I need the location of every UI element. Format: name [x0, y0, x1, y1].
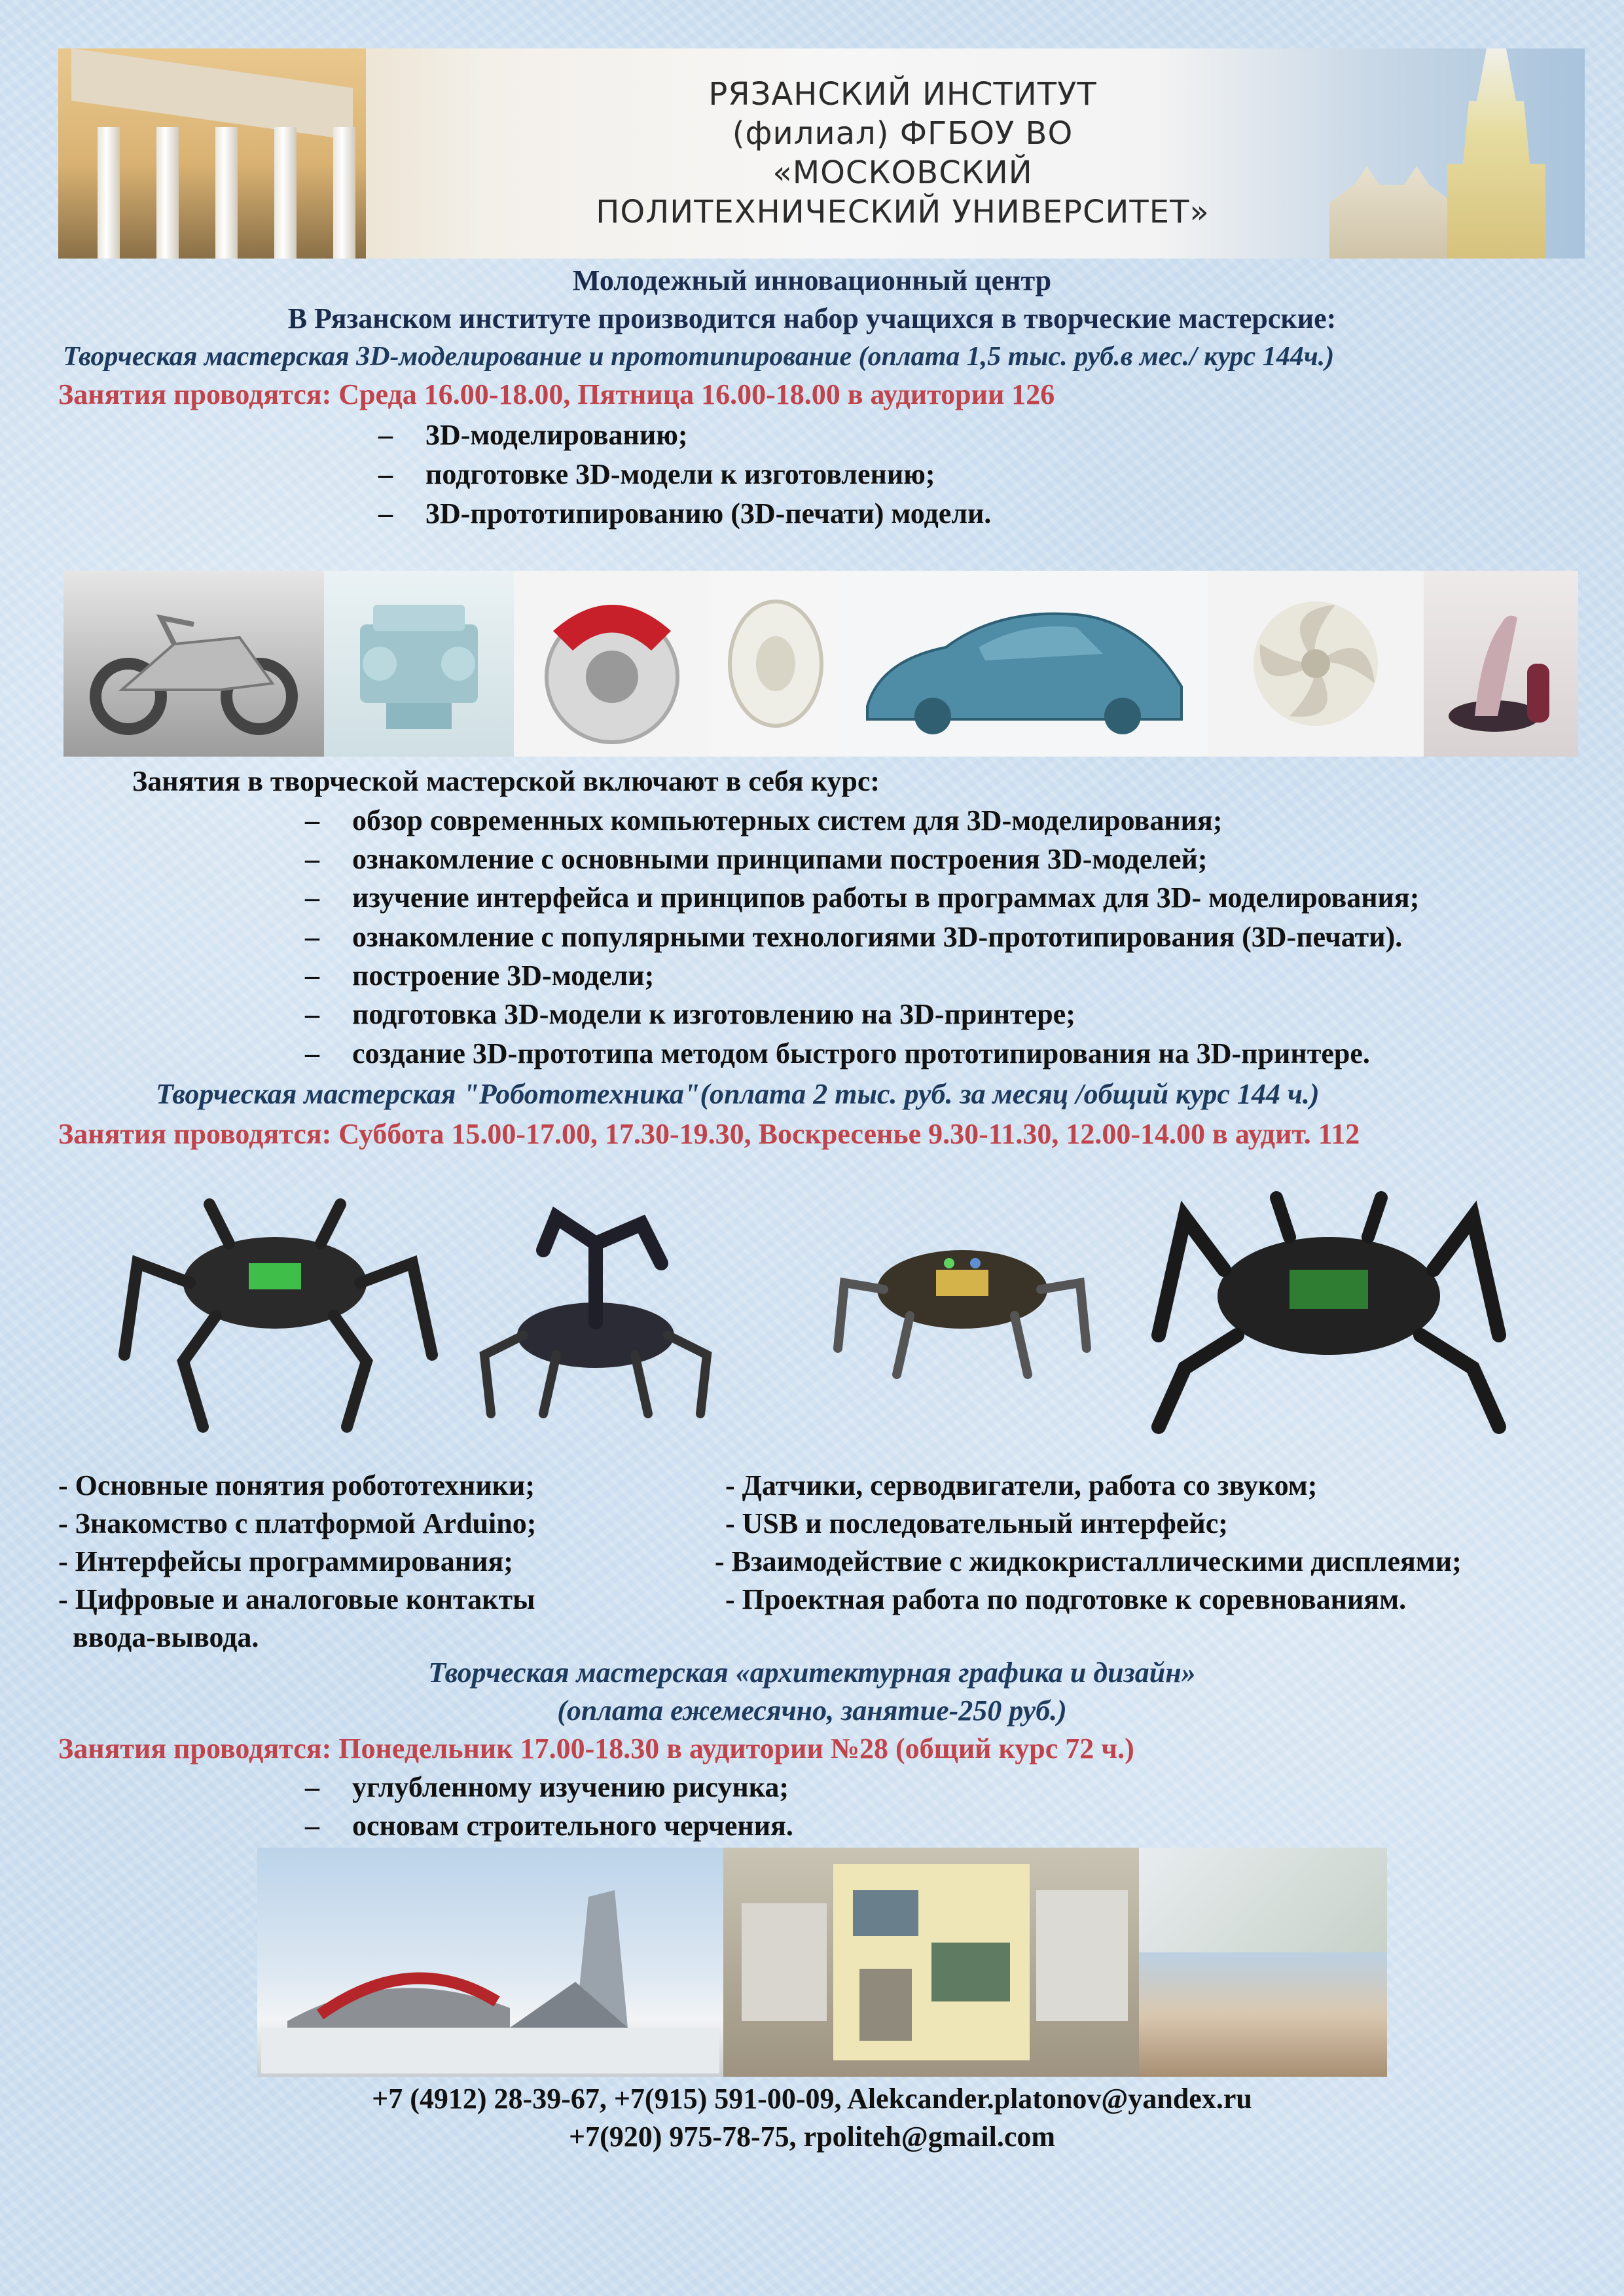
hexapod-arm-robot-image [484, 1217, 707, 1414]
workshop-3d-topic: – 3D-прототипированию (3D-печати) модели. [378, 497, 992, 529]
hexapod-robot-small-image [838, 1250, 1087, 1374]
workshop-3d-schedule: Занятия проводятся: Среда 16.00-18.00, Пятница 16.00-18.00 в аудитории 126 [58, 378, 1055, 410]
workshop-3d-title: Творческая мастерская 3D-моделирование и прототипирование (оплата 1,5 тыс. руб.в мес./ курс 144ч.) [63, 342, 1335, 372]
robotics-item-left: - Основные понятия робототехники; [58, 1469, 535, 1501]
course-item: – создание 3D-прототипа методом быстрого прототипирования на 3D-принтере. [305, 1037, 1370, 1069]
workshop-3d-topic: – подготовке 3D-модели к изготовлению; [378, 458, 935, 490]
institute-building-photo [58, 48, 366, 259]
robotics-item-right: - Взаимодействие с жидкокристаллическими дисплеями; [715, 1545, 1462, 1577]
workshop-arch-topic: – основам строительного черчения. [305, 1810, 793, 1842]
engine-model-image [324, 571, 514, 757]
hexapod-robot-large-image [1159, 1198, 1499, 1427]
workshop-arch-title: Творческая мастерская «архитектурная графика и дизайн» [428, 1657, 1196, 1689]
architecture-posters-image [723, 1848, 1139, 2077]
robotics-item-left: - Интерфейсы программирования; [58, 1545, 513, 1577]
course-item: – ознакомление с популярными технологиями 3D-прототипирования (3D-печати). [305, 921, 1403, 953]
course-intro: Занятия в творческой мастерской включают в себя курс: [132, 765, 880, 797]
car-mesh-model-image [841, 571, 1208, 757]
brake-disc-image [514, 571, 710, 757]
center-name: Молодежный инновационный центр [572, 264, 1052, 296]
workshop-arch-topic: – углубленному изучению рисунка; [305, 1771, 789, 1803]
contacts-line-2: +7(920) 975-78-75, rpoliteh@gmail.com [569, 2121, 1055, 2153]
contacts-line-1: +7 (4912) 28-39-67, +7(915) 591-00-09, Alekcander.platonov@yandex.ru [372, 2083, 1252, 2115]
robotics-item-right: - Проектная работа по подготовке к соревнованиям. [725, 1583, 1407, 1615]
architecture-image-strip [257, 1848, 1387, 2077]
3d-models-image-strip [63, 571, 1578, 757]
banner-line: РЯЗАНСКИЙ ИНСТИТУТ [708, 76, 1097, 113]
printed-disc-image [710, 571, 841, 757]
hexapod-robots-illustration [98, 1191, 1538, 1453]
workshop-arch-schedule: Занятия проводятся: Понедельник 17.00-18.30 в аудитории №28 (общий курс 72 ч.) [58, 1732, 1134, 1765]
robotics-item-right: - Датчики, серводвигатели, работа со звуком; [725, 1469, 1318, 1501]
robotics-item-left: ввода-вывода. [58, 1621, 259, 1653]
robots-image-row [98, 1191, 1538, 1453]
cathedral-photo [1329, 166, 1454, 259]
workshop-robotics-title: Творческая мастерская "Робототехника"(оплата 2 тыс. руб. за месяц /общий курс 144 ч.) [156, 1078, 1320, 1110]
motorcycle-model-image [63, 571, 324, 757]
course-item: – ознакомление с основными принципами построения 3D-моделей; [305, 843, 1208, 875]
robotics-item-left: - Цифровые и аналоговые контакты [58, 1583, 535, 1615]
workshop-3d-topic: – 3D-моделированию; [378, 419, 688, 451]
workshop-arch-payment: (оплата ежемесячно, занятие-250 руб.) [557, 1695, 1067, 1727]
bell-tower-photo [1447, 48, 1545, 259]
banner-line: «МОСКОВСКИЙ [772, 154, 1033, 191]
hexapod-robot-image [124, 1204, 432, 1427]
course-item: – изучение интерфейса и принципов работы в программах для 3D- моделирования; [305, 882, 1420, 914]
modern-building-image [257, 1848, 723, 2077]
architecture-renders-image [1139, 1848, 1387, 2077]
banner-line: (филиал) ФГБОУ ВО [732, 115, 1074, 152]
course-item: – построение 3D-модели; [305, 960, 655, 992]
header-banner [58, 48, 1585, 259]
recruitment-text: В Рязанском институте производится набор учащихся в творческие мастерские: [287, 302, 1337, 334]
banner-line: ПОЛИТЕХНИЧЕСКИЙ УНИВЕРСИТЕТ» [596, 194, 1210, 230]
gear-shift-model-image [1424, 571, 1578, 757]
robotics-item-left: - Знакомство с платформой Arduino; [58, 1507, 537, 1539]
workshop-robotics-schedule: Занятия проводятся: Суббота 15.00-17.00, 17.30-19.30, Воскресенье 9.30-11.30, 12.00-14.00 в аудит. 112 [58, 1118, 1360, 1150]
course-item: – подготовка 3D-модели к изготовлению на 3D-принтере; [305, 998, 1075, 1030]
robotics-item-right: - USB и последовательный интерфейс; [725, 1507, 1228, 1539]
course-item: – обзор современных компьютерных систем для 3D-моделирования; [305, 804, 1223, 836]
banner-title [490, 75, 1315, 232]
impeller-model-image [1208, 571, 1424, 757]
